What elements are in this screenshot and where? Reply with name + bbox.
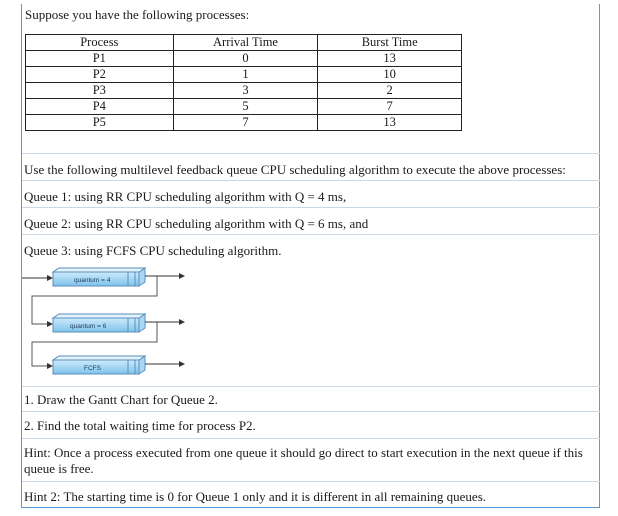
process-name: P4 (26, 99, 174, 115)
process-name: P2 (26, 67, 174, 83)
queue2-text: Queue 2: using RR CPU scheduling algorithm with Q = 6 ms, and (24, 216, 369, 231)
divider (22, 386, 600, 387)
header-arrival-time: Arrival Time (173, 35, 318, 51)
question2-text: 2. Find the total waiting time for process P2. (24, 418, 256, 433)
table-header-row (26, 35, 462, 51)
header-burst-time: Burst Time (318, 35, 462, 51)
divider (22, 180, 600, 181)
hint1-text: Hint: Once a process executed from one queue it should go direct to start execution in the next queue if this queue is free. (24, 445, 583, 476)
arrival-time: 5 (173, 99, 318, 115)
table-row (26, 83, 462, 99)
arrival-time: 3 (173, 83, 318, 99)
arrival-time: 1 (173, 67, 318, 83)
table-row (26, 99, 462, 115)
queue3-block (53, 356, 184, 374)
queue3-text: Queue 3: using FCFS CPU scheduling algorithm. (24, 243, 282, 258)
burst-time: 13 (318, 115, 462, 131)
queue3-label: FCFS (84, 365, 101, 372)
queue1-block (22, 268, 184, 286)
header-process: Process (26, 35, 174, 51)
process-table (25, 34, 462, 131)
table-row (26, 67, 462, 83)
divider (22, 411, 600, 412)
question1-text: 1. Draw the Gantt Chart for Queue 2. (24, 392, 218, 407)
divider (22, 438, 600, 439)
algorithm-text: Use the following multilevel feedback queue CPU scheduling algorithm to execute the above processes: (24, 162, 566, 177)
divider (22, 234, 600, 235)
process-name: P1 (26, 51, 174, 67)
burst-time: 7 (318, 99, 462, 115)
queue1-label: quantum = 4 (74, 277, 111, 284)
queue2-block (53, 314, 184, 332)
divider (22, 153, 600, 154)
hint2-text: Hint 2: The starting time is 0 for Queue 1 only and it is different in all remaining queues. (24, 489, 487, 504)
divider (22, 481, 600, 482)
queue1-text: Queue 1: using RR CPU scheduling algorithm with Q = 4 ms, (24, 189, 347, 204)
burst-time: 2 (318, 83, 462, 99)
process-name: P3 (26, 83, 174, 99)
divider (22, 207, 600, 208)
mlfq-diagram (22, 266, 192, 378)
burst-time: 10 (318, 67, 462, 83)
arrival-time: 0 (173, 51, 318, 67)
intro-text: Suppose you have the following processes: (25, 7, 250, 22)
burst-time: 13 (318, 51, 462, 67)
queue2-label: quantum = 6 (70, 323, 107, 330)
process-name: P5 (26, 115, 174, 131)
arrival-time: 7 (173, 115, 318, 131)
table-row (26, 51, 462, 67)
table-row (26, 115, 462, 131)
